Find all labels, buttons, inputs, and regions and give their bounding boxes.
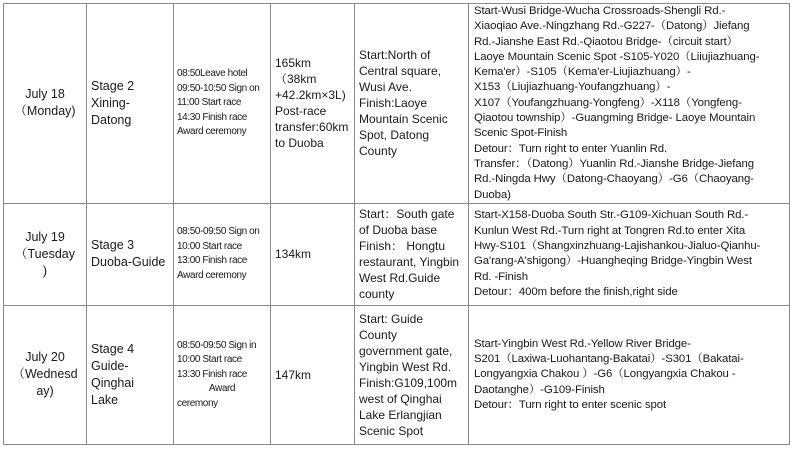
route-line: Ga'rang-A'shigong）-Huangheqing Bridge-Yingbin West xyxy=(474,255,752,268)
weekday-text: ) xyxy=(42,263,48,278)
route-line: Scenic Spot-Finish xyxy=(474,127,568,140)
weekday-text: （Tuesday xyxy=(15,246,75,261)
transfer-line: Duoba) xyxy=(474,188,511,201)
date-cell xyxy=(4,4,87,204)
transfer-line: Rd.-Ningda Hwy（Datong-Chaoyang）-G6（Chaoyang- xyxy=(474,173,754,186)
date-text: July 18 xyxy=(25,87,65,102)
distance-line: to Duoba xyxy=(275,136,324,151)
stage-route-name: Xining-Datong xyxy=(91,95,132,127)
route-line: Qiaotou township）-Guangming Bridge- Laoye Mountain xyxy=(474,112,756,125)
table-row-stage-4 xyxy=(4,305,790,444)
start-finish-cell xyxy=(355,305,469,444)
start-finish-cell xyxy=(355,203,469,305)
route-line: Hwy-S101（Shangxinzhuang-Lajishankou-Jialuo-Qianhu- xyxy=(474,240,761,253)
stage-route-name: Lake xyxy=(91,392,119,407)
route-line: Daotanghe）-G109-Finish xyxy=(474,383,605,396)
start-finish-line: Spot, Datong xyxy=(359,128,430,143)
start-finish-line: Start:North of xyxy=(359,48,431,63)
route-line: Longyangxia Chakou ）-G6（Longyangxia Chakou - xyxy=(474,368,736,381)
date-cell xyxy=(4,203,87,305)
route-line: Kunlun West Rd.-Turn right at Tongren Rd.to enter Xita xyxy=(474,224,746,237)
transfer-line: Transfer：（Datong）Yuanlin Rd.-Jianshe Bridge-Jiefang xyxy=(474,157,755,170)
start-finish-line: West Rd.Guide xyxy=(359,271,441,286)
start-finish-line: county xyxy=(359,287,395,302)
start-finish-line: County xyxy=(359,327,398,342)
schedule-line: 09:50-10:50 Sign on xyxy=(177,82,260,94)
weekday-text: ay) xyxy=(36,384,54,399)
route-line: X107（Youfangzhuang-Yongfeng）-X118（Yongfeng- xyxy=(474,96,742,109)
distance-cell xyxy=(271,203,355,305)
distance-line: +42.2km×3L) xyxy=(275,88,346,103)
distance-line: 147km xyxy=(275,367,312,382)
date-cell xyxy=(4,305,87,444)
distance-line: 134km xyxy=(275,247,312,262)
start-finish-line: Lake Erlangjian xyxy=(359,407,442,422)
table-row-stage-2 xyxy=(4,4,790,204)
schedule-line: 14:30 Finish race xyxy=(177,111,247,123)
start-finish-line: of Duoba base xyxy=(359,223,438,238)
schedule-line: 08:50-09:50 Sign on xyxy=(177,226,260,238)
start-finish-line: Finish:G109,100m xyxy=(359,375,458,390)
start-finish-line: Wusi Ave. xyxy=(359,80,412,95)
stage-number: Stage 3 xyxy=(91,238,135,253)
start-finish-line: Start：South gate xyxy=(359,207,455,222)
route-cell xyxy=(469,4,790,204)
distance-cell xyxy=(271,4,355,204)
start-finish-line: west of Qinghai xyxy=(359,391,442,406)
route-line: Start-Yingbin West Rd.-Yellow River Bridge- xyxy=(474,337,691,350)
start-finish-line: Scenic Spot xyxy=(359,423,424,438)
stage-number: Stage 4 xyxy=(91,341,135,356)
route-line: Laoye Mountain Scenic Spot -S105-Y020（Liiujiazhuang- xyxy=(474,50,760,63)
schedule-line: 10:00 Start race xyxy=(177,240,242,252)
detour-line: Detour：400m before the finish,right side xyxy=(474,285,678,298)
stage-number: Stage 2 xyxy=(91,78,135,93)
distance-line: Post-race xyxy=(275,104,327,119)
distance-cell xyxy=(271,305,355,444)
schedule-line: 10:00 Start race xyxy=(177,354,242,366)
stage-route-name: Duoba-Guide xyxy=(91,255,166,270)
schedule-line: Award xyxy=(208,383,236,395)
route-line: Rd. -Finish xyxy=(474,270,528,283)
date-text: July 20 xyxy=(25,350,65,365)
schedule-cell xyxy=(174,4,271,204)
start-finish-line: Central square, xyxy=(359,64,442,79)
route-cell xyxy=(469,305,790,444)
distance-line: 165km（38km xyxy=(275,56,317,87)
route-line: Start-Wusi Bridge-Wucha Crossroads-Shengli Rd.- xyxy=(474,5,726,17)
date-text: July 19 xyxy=(25,229,65,244)
start-finish-line: Start: Guide xyxy=(359,311,424,326)
route-line: Xiaoqiao Ave.-Ningzhang Rd.-G227-（Datong）Jiefang xyxy=(474,20,750,33)
schedule-line: Award ceremony xyxy=(177,126,247,138)
race-schedule-table xyxy=(3,3,790,445)
distance-line: transfer:60km xyxy=(275,120,349,135)
route-cell xyxy=(469,203,790,305)
route-line: X153（Liujiazhuang-Youfangzhuang）- xyxy=(474,81,671,94)
schedule-line: 13:30 Finish race xyxy=(177,368,247,380)
start-finish-line: restaurant, Yingbin xyxy=(359,255,460,270)
weekday-text: （Wednesd xyxy=(12,367,78,382)
schedule-line: ceremony xyxy=(177,397,218,409)
start-finish-line: Finish:Laoye xyxy=(359,96,428,111)
detour-line: Detour：Turn right to enter Yuanlin Rd. xyxy=(474,142,668,155)
stage-route-name: Guide-Qinghai xyxy=(91,358,135,390)
route-line: S201（Laxiwa-Luohantang-Bakatai）-S301（Bakatai- xyxy=(474,352,744,365)
start-finish-line: Yingbin West Rd. xyxy=(359,359,452,374)
stage-cell xyxy=(87,4,174,204)
start-finish-line: County xyxy=(359,144,398,159)
weekday-text: （Monday) xyxy=(14,104,76,119)
start-finish-line: government gate, xyxy=(359,343,453,358)
schedule-line: 13:00 Finish race xyxy=(177,255,247,267)
schedule-cell xyxy=(174,203,271,305)
stage-cell xyxy=(87,203,174,305)
route-line: Rd.-Jianshe East Rd.-Qiaotou Bridge-（circuit start） xyxy=(474,35,738,48)
table-row-stage-3 xyxy=(4,203,790,305)
schedule-line: 08:50-09:50 Sign in xyxy=(177,339,257,351)
schedule-line: 08:50Leave hotel xyxy=(177,68,248,80)
stage-cell xyxy=(87,305,174,444)
start-finish-cell xyxy=(355,4,469,204)
detour-line: Detour：Turn right to enter scenic spot xyxy=(474,398,667,411)
route-line: Start-X158-Duoba South Str.-G109-Xichuan South Rd.- xyxy=(474,209,749,222)
start-finish-line: Mountain Scenic xyxy=(359,112,448,127)
start-finish-line: Finish： Hongtu xyxy=(359,239,446,254)
schedule-line: Award ceremony xyxy=(177,269,247,281)
schedule-line: 11:00 Start race xyxy=(177,97,242,109)
route-line: Kema'er）-S105（Kema'er-Liujiazhuang）- xyxy=(474,66,691,79)
schedule-cell xyxy=(174,305,271,444)
